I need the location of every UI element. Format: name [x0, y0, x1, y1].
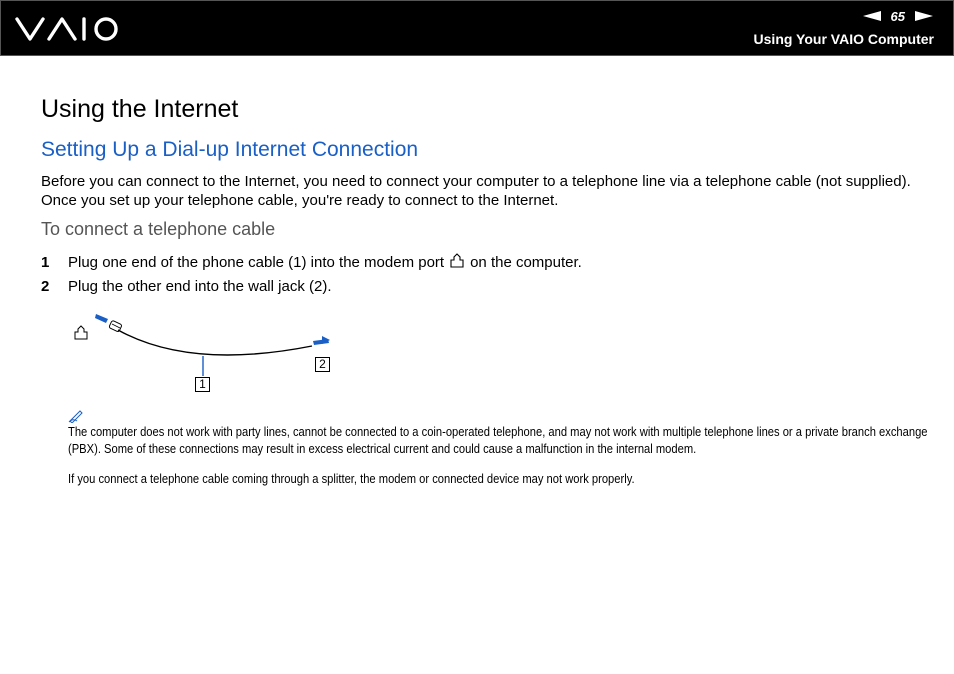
- step-number: 2: [41, 278, 50, 295]
- page-number: 65: [890, 8, 905, 24]
- page-title: Using the Internet: [41, 95, 239, 123]
- note-paragraph: If you connect a telephone cable coming through a splitter, the modem or connected device may not work properly.: [68, 471, 635, 486]
- page-header: [0, 0, 954, 56]
- callout-1: 1: [195, 377, 210, 392]
- step-1: [41, 252, 582, 273]
- phone-cable: [118, 330, 312, 355]
- vaio-logo-icon: [15, 15, 121, 48]
- modem-port-icon: [450, 252, 464, 273]
- cable-plug-icon: [95, 314, 122, 332]
- note-paragraph: The computer does not work with party lines, cannot be connected to a coin-operated telephone, and may not work with multiple telephone lines or a private branch exchange (PBX). Some of these connections may result in excess electrical current and could cause a malfunction in the internal modem.: [68, 424, 928, 456]
- page-navigation: [863, 7, 933, 25]
- section-subtitle: Setting Up a Dial-up Internet Connection: [41, 138, 419, 161]
- arrow-right-icon[interactable]: [915, 11, 933, 21]
- arrow-left-icon[interactable]: [863, 11, 881, 21]
- procedure-title: To connect a telephone cable: [41, 219, 276, 239]
- section-title: Using Your VAIO Computer: [753, 31, 934, 47]
- step-text-continued: on the computer.: [470, 254, 582, 271]
- intro-paragraph: Before you can connect to the Internet, you need to connect your computer to a telephone line via a telephone cable (not supplied). Once you set up your telephone cable, you're ready to connect to the Internet.: [41, 173, 911, 209]
- modem-port-icon: [75, 326, 87, 339]
- step-text: Plug one end of the phone cable (1) into the modem port: [68, 254, 445, 271]
- step-text: Plug the other end into the wall jack (2).: [68, 278, 332, 295]
- wall-jack-plug-icon: [313, 336, 330, 345]
- step-2: [41, 277, 331, 296]
- step-number: 1: [41, 254, 50, 271]
- callout-2: 2: [315, 357, 330, 372]
